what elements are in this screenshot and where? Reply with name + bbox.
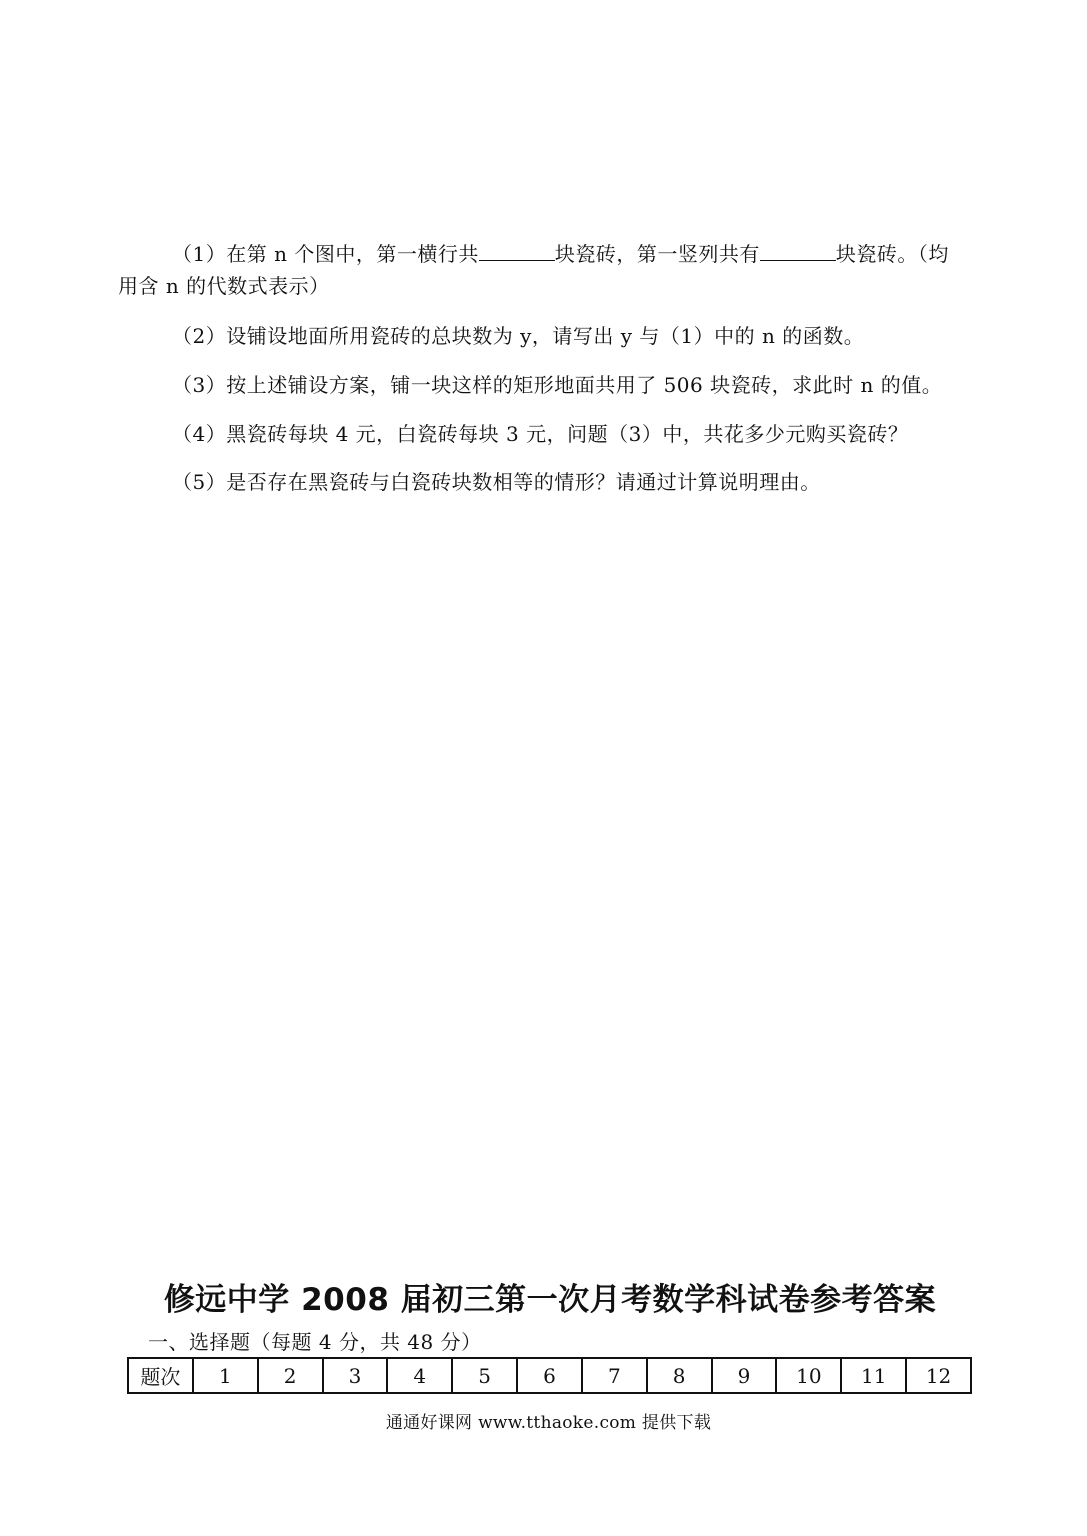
answer-table-cell: 10 bbox=[776, 1358, 841, 1393]
page-footer: 通通好课网 www.tthaoke.com 提供下载 bbox=[385, 1413, 712, 1433]
question-1-prefix: （1）在第 n 个图中，第一横行共 bbox=[172, 242, 479, 266]
multiple-choice-heading: 一、选择题（每题 4 分，共 48 分） bbox=[148, 1330, 482, 1354]
answer-table-cell: 11 bbox=[841, 1358, 906, 1393]
question-5: （5）是否存在黑瓷砖与白瓷砖块数相等的情形？请通过计算说明理由。 bbox=[172, 470, 821, 494]
question-1-line-2: 用含 n 的代数式表示） bbox=[118, 274, 330, 298]
question-1-middle: 块瓷砖，第一竖列共有 bbox=[554, 242, 760, 266]
answer-table-cell: 5 bbox=[452, 1358, 517, 1393]
question-4: （4）黑瓷砖每块 4 元，白瓷砖每块 3 元，问题（3）中，共花多少元购买瓷砖？ bbox=[172, 422, 909, 446]
answer-key-title: 修远中学 2008 届初三第一次月考数学科试卷参考答案 bbox=[163, 1282, 937, 1318]
answer-table-cell: 7 bbox=[582, 1358, 647, 1393]
question-2: （2）设铺设地面所用瓷砖的总块数为 y，请写出 y 与（1）中的 n 的函数。 bbox=[172, 324, 865, 348]
answer-table-header-row bbox=[128, 1358, 971, 1393]
answer-table-cell: 6 bbox=[517, 1358, 582, 1393]
question-1-suffix: 块瓷砖。（均 bbox=[835, 242, 949, 266]
answer-table-cell: 题次 bbox=[128, 1358, 193, 1393]
answer-table-cell: 1 bbox=[193, 1358, 258, 1393]
answer-table bbox=[127, 1357, 972, 1394]
answer-table-cell: 3 bbox=[323, 1358, 388, 1393]
question-1-line-1 bbox=[172, 236, 949, 271]
question-3: （3）按上述铺设方案，铺一块这样的矩形地面共用了 506 块瓷砖，求此时 n 的值。 bbox=[172, 373, 943, 397]
answer-table-cell: 9 bbox=[712, 1358, 777, 1393]
answer-blank-column bbox=[760, 236, 836, 261]
answer-table-cell: 4 bbox=[387, 1358, 452, 1393]
answer-table-cell: 12 bbox=[906, 1358, 971, 1393]
answer-blank-row bbox=[479, 236, 555, 261]
answer-table-cell: 8 bbox=[647, 1358, 712, 1393]
answer-table-cell: 2 bbox=[258, 1358, 323, 1393]
